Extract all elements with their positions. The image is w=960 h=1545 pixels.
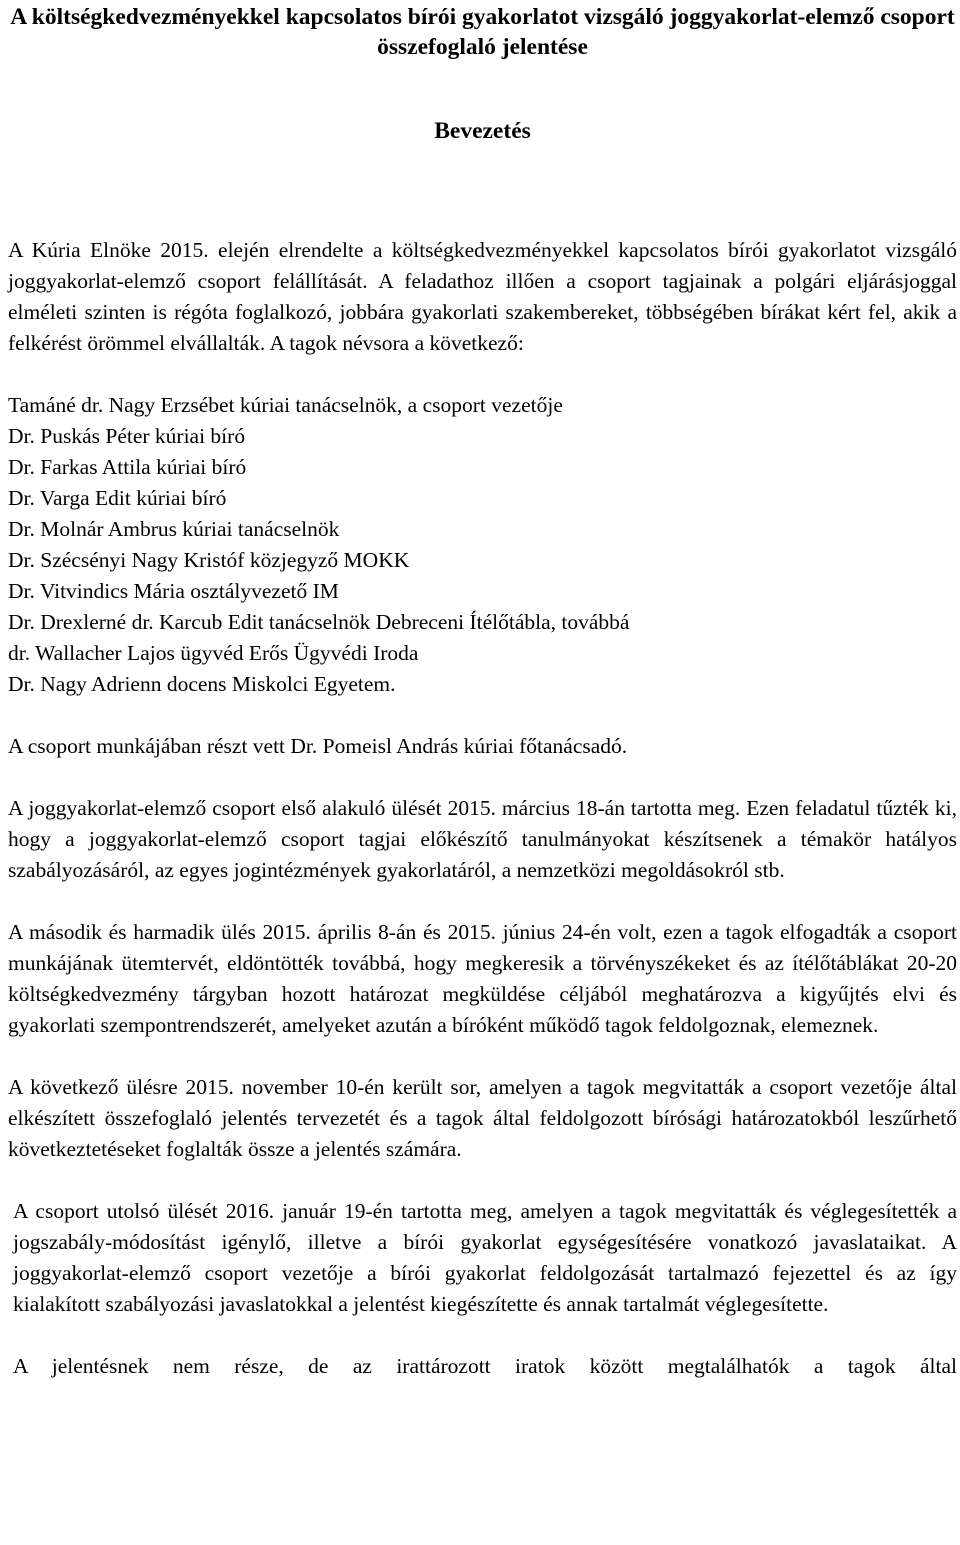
next-meeting-paragraph: A következő ülésre 2015. november 10-én került sor, amelyen a tagok megvitatták a csoport vezetője által elkészített összefoglaló jelentés tervezetét és a tagok által feldolgozott bírósági határozatokból leszűrhető következtetéseket foglalták össze a jelentés számára. bbox=[8, 1075, 957, 1161]
member-item: dr. Wallacher Lajos ügyvéd Erős Ügyvédi Iroda bbox=[8, 641, 419, 665]
section-heading: Bevezetés bbox=[434, 118, 531, 144]
member-item: Dr. Puskás Péter kúriai bíró bbox=[8, 424, 246, 448]
document-page bbox=[8, 0, 957, 1382]
member-list bbox=[8, 390, 957, 700]
member-item: Dr. Varga Edit kúriai bíró bbox=[8, 486, 227, 510]
second-third-meeting-paragraph: A második és harmadik ülés 2015. április 8-án és 2015. június 24-én volt, ezen a tagok elfogadták a csoport munkájának ütemtervét, eldöntötték továbbá, hogy megkeresik a törvényszékeket és az ítélőtáblákat 20-20 költségkedvezmény tárgyban hozott határozat megküldése céljából meghatározva a kigyűjtés elvi és gyakorlati szempontrendszerét, amelyeket azután a bíróként működő tagok feldolgoznak, elemeznek. bbox=[8, 920, 957, 1037]
participant-paragraph: A csoport munkájában részt vett Dr. Pomeisl András kúriai főtanácsadó. bbox=[8, 734, 628, 758]
member-item: Dr. Szécsényi Nagy Kristóf közjegyző MOKK bbox=[8, 548, 410, 572]
member-item: Dr. Vitvindics Mária osztályvezető IM bbox=[8, 579, 339, 603]
member-item: Dr. Farkas Attila kúriai bíró bbox=[8, 455, 247, 479]
member-item: Tamáné dr. Nagy Erzsébet kúriai tanácselnök, a csoport vezetője bbox=[8, 393, 563, 417]
first-meeting-paragraph: A joggyakorlat-elemző csoport első alakuló ülését 2015. március 18-án tartotta meg. Ezen feladatul tűzték ki, hogy a joggyakorlat-elemző csoport tagjai előkészítő tanulmányokat készítsenek a témakör hatályos szabályozásáról, az egyes jogintézmények gyakorlatáról, a nemzetközi megoldásokról stb. bbox=[8, 796, 957, 882]
member-item: Dr. Nagy Adrienn docens Miskolci Egyetem. bbox=[8, 672, 396, 696]
last-meeting-paragraph: A csoport utolsó ülését 2016. január 19-én tartotta meg, amelyen a tagok megvitatták és véglegesítették a jogszabály-módosítást igénylő, illetve a bírói gyakorlat egységesítésére vonatkozó javaslataikat. A joggyakorlat-elemző csoport vezetője a bírói gyakorlat feldolgozását tartalmazó fejezettel és az így kialakított szabályozási javaslatokkal a jelentést kiegészítette és annak tartalmát véglegesítette. bbox=[13, 1199, 957, 1316]
member-item: Dr. Molnár Ambrus kúriai tanácselnök bbox=[8, 517, 340, 541]
intro-paragraph: A Kúria Elnöke 2015. elején elrendelte a költségkedvezményekkel kapcsolatos bírói gyakorlatot vizsgáló joggyakorlat-elemző csoport felállítását. A feladathoz illően a csoport tagjainak a polgári eljárásjoggal elméleti szinten is régóta foglalkozó, jobbára gyakorlati szakembereket, többségében bírákat kért fel, akik a felkérést örömmel elvállalták. A tagok névsora a következő: bbox=[8, 238, 957, 355]
closing-paragraph: A jelentésnek nem része, de az irattározott iratok között megtalálhatók a tagok által bbox=[13, 1354, 957, 1378]
member-item: Dr. Drexlerné dr. Karcub Edit tanácselnök Debreceni Ítélőtábla, továbbá bbox=[8, 610, 630, 634]
document-title: A költségkedvezményekkel kapcsolatos bírói gyakorlatot vizsgáló joggyakorlat-elemző csoport összefoglaló jelentése bbox=[10, 4, 955, 60]
